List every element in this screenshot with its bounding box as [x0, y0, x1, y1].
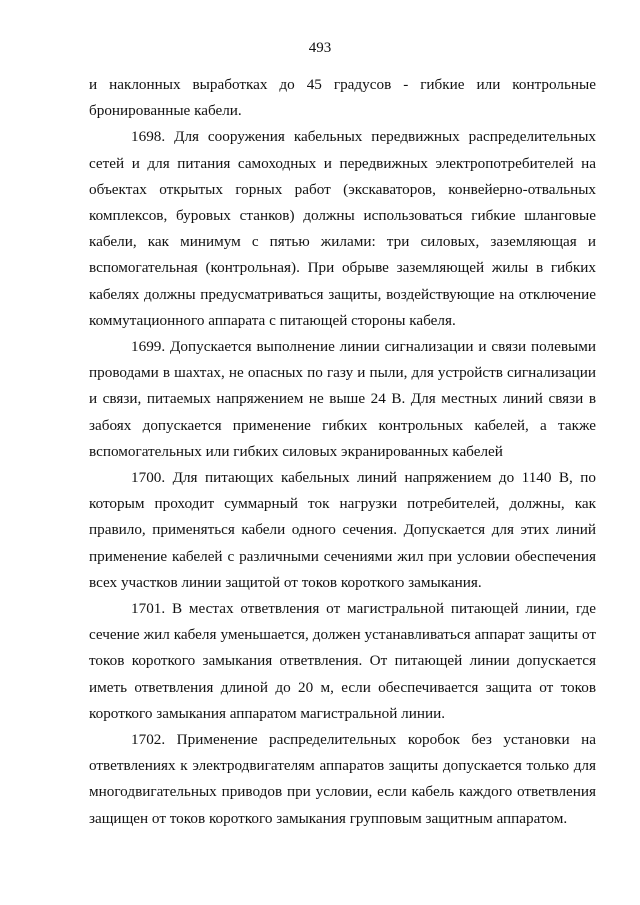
document-body	[89, 72, 596, 832]
paragraph-1700: 1700. Для питающих кабельных линий напряжением до 1140 В, по которым проходит суммарный ток нагрузки потребителей, должны, как правило, применяться кабели одного сечения. Допускается для этих линий применение кабелей с различными сечениями жил при условии обеспечения всех участков линии защитой от токов короткого замыкания.	[89, 469, 596, 591]
page-number: 493	[308, 40, 332, 56]
paragraph-continuation: и наклонных выработках до 45 градусов - гибкие или контрольные бронированные кабели.	[89, 76, 596, 120]
paragraph-1702: 1702. Применение распределительных коробок без установки на ответвлениях к электродвигателям аппаратов защиты допускается только для многодвигательных приводов при условии, если кабель каждого ответвления защищен от токов короткого замыкания групповым защитным аппаратом.	[89, 731, 596, 827]
paragraph-1699: 1699. Допускается выполнение линии сигнализации и связи полевыми проводами в шахтах, не опасных по газу и пыли, для устройств сигнализации и связи, питаемых напряжением не выше 24 В. Для местных линий связи в забоях допускается применение гибких контрольных кабелей, а также вспомогательных или гибких силовых экранированных кабелей	[89, 338, 596, 460]
paragraph-1701: 1701. В местах ответвления от магистральной питающей линии, где сечение жил кабеля уменьшается, должен устанавливаться аппарат защиты от токов короткого замыкания ответвления. От питающей линии допускается иметь ответвления длиной до 20 м, если обеспечивается защита от токов короткого замыкания аппаратом магистральной линии.	[89, 600, 596, 722]
paragraph-1698: 1698. Для сооружения кабельных передвижных распределительных сетей и для питания самоходных и передвижных электропотребителей на объектах открытых горных работ (экскаваторов, конвейерно-отвальных комплексов, буровых станков) должны использоваться гибкие шланговые кабели, как минимум с пятью жилами: три силовых, заземляющая и вспомогательная (контрольная). При обрыве заземляющей жилы в гибких кабелях должны предусматриваться защиты, воздействующие на отключение коммутационного аппарата с питающей стороны кабеля.	[89, 128, 596, 329]
